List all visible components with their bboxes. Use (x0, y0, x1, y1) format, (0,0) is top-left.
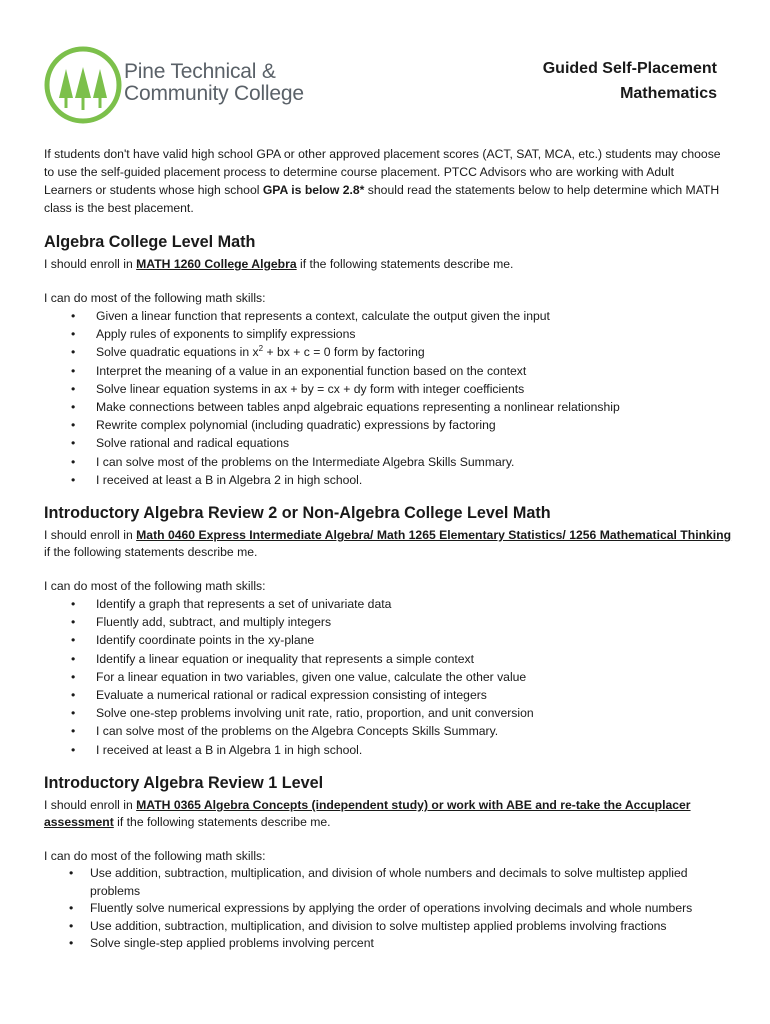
list-item: • I can solve most of the problems on the Algebra Concepts Skills Summary. (44, 722, 734, 740)
list-item: • Evaluate a numerical rational or radical expression consisting of integers (44, 686, 734, 704)
list-item: • I can solve most of the problems on the Intermediate Algebra Skills Summary. (44, 453, 734, 471)
intro-paragraph (44, 145, 724, 217)
skills-intro: I can do most of the following math skills: (44, 579, 266, 593)
skills-list (44, 865, 714, 953)
list-item: • Identify a linear equation or inequality that represents a simple context (44, 650, 734, 668)
list-item: • Fluently solve numerical expressions by applying the order of operations involving decimals and whole numbers (44, 900, 714, 918)
list-item: • I received at least a B in Algebra 1 in high school. (44, 741, 734, 759)
list-item: • Rewrite complex polynomial (including quadratic) expressions by factoring (44, 416, 734, 434)
intro-gpa-threshold: GPA is below 2.8* (262, 183, 365, 197)
course-name: MATH 0365 Algebra Concepts (independent study) or work with ABE and re-take the Accuplacer assessment (44, 798, 691, 829)
list-item: • Apply rules of exponents to simplify expressions (44, 325, 734, 343)
enroll-suffix: if the following statements describe me. (113, 815, 331, 829)
logo-line-2: Community College (124, 82, 304, 105)
course-name: MATH 1260 College Algebra (136, 257, 297, 271)
section-intro-algebra-review-2 (44, 502, 734, 759)
list-item: • Solve rational and radical equations (44, 434, 734, 452)
list-item: • Identify coordinate points in the xy-plane (44, 631, 734, 649)
section-heading: Introductory Algebra Review 2 or Non-Algebra College Level Math (44, 504, 551, 522)
list-item: • Use addition, subtraction, multiplication, and division to solve multistep applied problems involving fractions (44, 918, 714, 936)
list-item: • Interpret the meaning of a value in an exponential function based on the context (44, 362, 734, 380)
enroll-prefix: I should enroll in (44, 257, 137, 271)
section-heading: Introductory Algebra Review 1 Level (44, 774, 324, 792)
list-item: • Solve linear equation systems in ax + by = cx + dy form with integer coefficients (44, 380, 734, 398)
enroll-suffix: if the following statements describe me. (296, 257, 514, 271)
enroll-prefix: I should enroll in (44, 528, 137, 542)
document-title (543, 56, 717, 106)
list-item: • For a linear equation in two variables, given one value, calculate the other value (44, 668, 734, 686)
skills-intro: I can do most of the following math skills: (44, 849, 266, 863)
intro-text-2: should read the statements below to help determine which MATH class is the best placement. (44, 183, 720, 215)
logo-wordmark (124, 61, 304, 105)
course-name: Math 0460 Express Intermediate Algebra/ Math 1265 Elementary Statistics/ 1256 Mathematical Thinking (136, 528, 732, 542)
skills-list (44, 595, 734, 759)
college-logo (44, 46, 324, 126)
exponent: 2 (258, 344, 264, 354)
title-line-2: Mathematics (620, 85, 717, 102)
list-item: • I received at least a B in Algebra 2 in high school. (44, 471, 734, 489)
quadratic-tail: + bx + c = 0 form by factoring (263, 345, 425, 360)
enroll-statement (44, 527, 734, 561)
enroll-suffix: if the following statements describe me. (44, 545, 258, 559)
title-line-1: Guided Self-Placement (542, 60, 717, 77)
list-item: • Solve one-step problems involving unit rate, ratio, proportion, and unit conversion (44, 704, 734, 722)
skills-intro: I can do most of the following math skills: (44, 291, 266, 305)
section-algebra-college-level (44, 231, 734, 489)
list-item: • Solve single-step applied problems involving percent (44, 935, 714, 953)
intro-text-1: If students don't have valid high school GPA or other approved placement scores (ACT, SAT, MCA, etc.) students may choose to use the self-guided placement process to determine course placement. PTCC Advisors who are working with Adult Learners or students whose high school (44, 147, 721, 197)
logo-line-1: Pine Technical & (124, 60, 276, 83)
list-item (44, 343, 734, 361)
section-intro-algebra-review-1 (44, 772, 734, 953)
skills-list (44, 307, 734, 489)
enroll-statement (44, 256, 734, 273)
pine-trees-icon (44, 46, 122, 124)
list-item: • Use addition, subtraction, multiplication, and division of whole numbers and decimals to solve multistep applied problems (44, 865, 714, 900)
section-heading: Algebra College Level Math (44, 233, 256, 251)
list-item: • Fluently add, subtract, and multiply integers (44, 613, 734, 631)
list-item: • Make connections between tables anpd algebraic equations representing a nonlinear relationship (44, 398, 734, 416)
quadratic-text: Solve quadratic equations in x (96, 345, 259, 360)
list-item: • Given a linear function that represents a context, calculate the output given the input (44, 307, 734, 325)
list-item: • Identify a graph that represents a set of univariate data (44, 595, 734, 613)
enroll-prefix: I should enroll in (44, 798, 137, 812)
enroll-statement (44, 797, 734, 831)
